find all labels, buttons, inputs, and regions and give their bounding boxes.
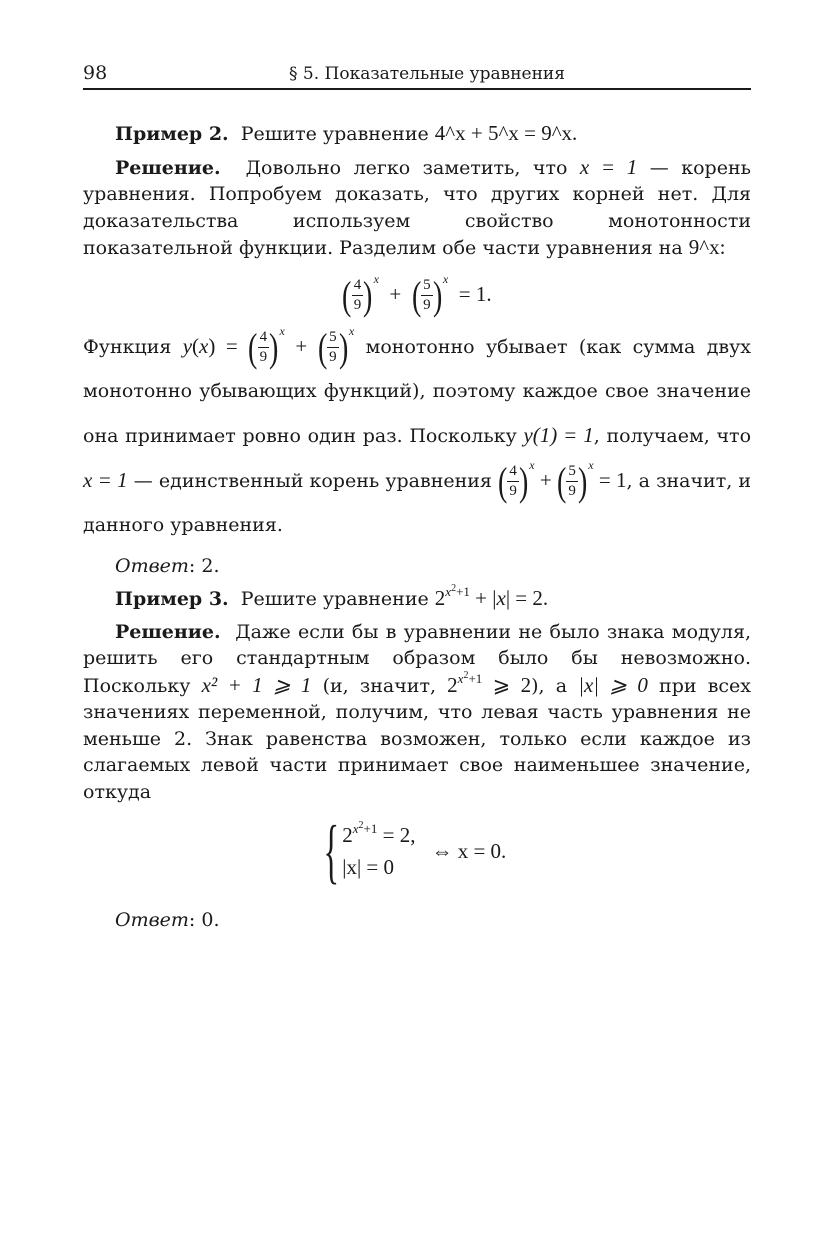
example3-equation: $2^{x^2+1} + |x| = 2$.	[434, 583, 549, 611]
example3-answer-value: : 0.	[188, 909, 220, 932]
example2-display-equation: ( $\frac{4}{9}$ )$^x$ + ( $\frac{5}{9}$ )$^x$ = 1.	[342, 271, 492, 318]
example2-inline-equation: ( $\frac{4}{9}$ )$^x$ + ( $\frac{5}{9}$ )$^x$ = 1	[498, 457, 627, 504]
example2-answer-value: : 2.	[188, 554, 220, 577]
example2-y1: y(1) = 1	[523, 422, 594, 447]
example2-statement	[83, 120, 751, 148]
example3-ineq1: x² + 1 ⩾ 1	[201, 672, 312, 697]
page-body	[83, 120, 751, 934]
example2-solution-part1	[83, 154, 751, 262]
example3-text4: при всех значениях переменной, получим, что левая часть уравнения не меньше 2. Знак равенства возможен, только если каждое из слагаемых левой части принимает свое наименьшее значение, откуда	[83, 674, 751, 803]
example2-answer-label: Ответ	[115, 554, 189, 577]
example2-func-expr: y(x) = ( $\frac{4}{9}$ )$^x$ + ( $\frac{5}{9}$ )$^x$	[182, 323, 355, 370]
system-result: ⇔ x = 0.	[431, 838, 507, 863]
example2-text5: — единственный корень уравнения	[133, 469, 492, 492]
example3-ineq2: $2^{x^2+1}$ ⩾ 2	[447, 669, 532, 697]
example2-label: Пример 2.	[115, 123, 229, 145]
header-rule	[83, 88, 751, 90]
example2-func-word: Функция	[83, 335, 172, 358]
page-number: 98	[83, 62, 108, 84]
example3-statement	[83, 585, 751, 613]
example3-label: Пример 3.	[115, 588, 229, 611]
example2-equation: 4^x + 5^x = 9^x.	[434, 121, 578, 145]
example3-answer	[83, 907, 751, 934]
example2-text4: , получаем, что	[593, 424, 752, 447]
section-title: § 5. Показательные уравнения	[289, 64, 565, 84]
system-row-1: $2^{x^2+1} = 2$,	[342, 820, 416, 848]
example2-prompt: Решите уравнение	[240, 123, 429, 145]
example3-ineq3: |x| ⩾ 0	[578, 672, 648, 697]
system-brace: {	[323, 811, 339, 892]
example3-text3: ), а	[531, 674, 568, 697]
example2-root: x = 1	[579, 154, 638, 179]
example3-solution-label: Решение.	[115, 620, 221, 643]
system-rows	[342, 819, 415, 883]
example2-text2: — корень уравнения. Попробуем доказать, что других корней нет. Для доказательства используем свойство монотонности показательной функции. Разделим обе части уравнения на	[83, 156, 751, 259]
example3-solution	[83, 619, 751, 806]
example2-divisor: 9^x:	[688, 235, 726, 259]
system-row-2: |x| = 0	[342, 855, 395, 880]
example2-answer	[83, 553, 751, 580]
example3-text1: Даже если бы в уравнении не было знака модуля, решить его стандартным образом было бы невозможно. Поскольку	[83, 620, 751, 697]
example2-text3: монотонно убывает (как сумма двух монотонно убывающих функций), поэтому каждое свое значение она принимает ровно один раз. Поскольку	[83, 335, 751, 447]
example3-prompt: Решите уравнение	[240, 588, 429, 611]
example2-text6: , а значит, и данного уравнения.	[83, 469, 752, 536]
example2-text1: Довольно легко заметить, что	[245, 156, 568, 179]
example3-system	[83, 811, 751, 892]
example2-x1: x = 1	[83, 467, 128, 492]
example2-solution-label: Решение.	[115, 156, 221, 179]
example2-solution-part2	[83, 324, 751, 547]
example3-text2: (и, значит,	[322, 674, 436, 697]
example3-answer-label: Ответ	[115, 909, 189, 932]
